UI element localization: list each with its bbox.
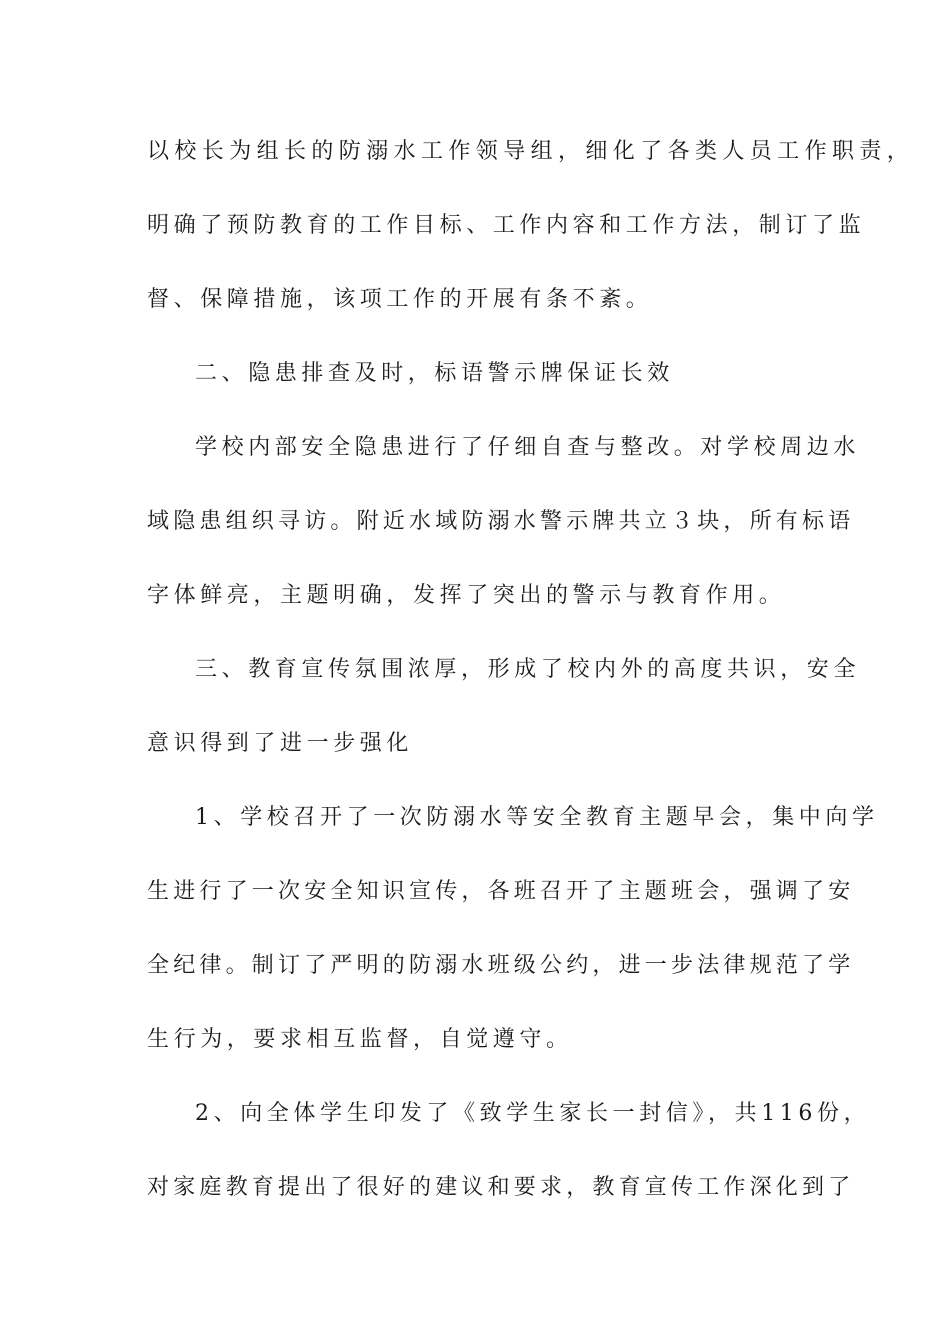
section-heading: 三、教育宣传氛围浓厚，形成了校内外的高度共识，安全	[195, 657, 861, 682]
paragraph-line: 生行为，要求相互监督，自觉遵守。	[147, 1027, 573, 1052]
section-heading-continued: 意识得到了进一步强化	[147, 731, 414, 756]
paragraph-line: 生进行了一次安全知识宣传，各班召开了主题班会，强调了安	[147, 879, 855, 904]
paragraph-line: 1、学校召开了一次防溺水等安全教育主题早会，集中向学	[195, 805, 879, 830]
paragraph-line: 明确了预防教育的工作目标、工作内容和工作方法，制订了监	[147, 213, 866, 238]
paragraph-line: 督、保障措施，该项工作的开展有条不紊。	[147, 287, 653, 312]
section-heading: 二、隐患排查及时，标语警示牌保证长效	[195, 361, 674, 386]
paragraph-line: 字体鲜亮，主题明确，发挥了突出的警示与教育作用。	[147, 583, 786, 608]
paragraph-line: 对家庭教育提出了很好的建议和要求，教育宣传工作深化到了	[147, 1175, 855, 1200]
paragraph-line: 2、向全体学生印发了《致学生家长一封信》，共116份，	[195, 1101, 871, 1126]
paragraph-line: 学校内部安全隐患进行了仔细自查与整改。对学校周边水	[195, 435, 861, 460]
paragraph-line: 以校长为组长的防溺水工作领导组，细化了各类人员工作职责，	[147, 139, 915, 164]
paragraph-line: 全纪律。制订了严明的防溺水班级公约，进一步法律规范了学	[147, 953, 855, 978]
paragraph-line: 域隐患组织寻访。附近水域防溺水警示牌共立３块，所有标语	[147, 509, 855, 534]
